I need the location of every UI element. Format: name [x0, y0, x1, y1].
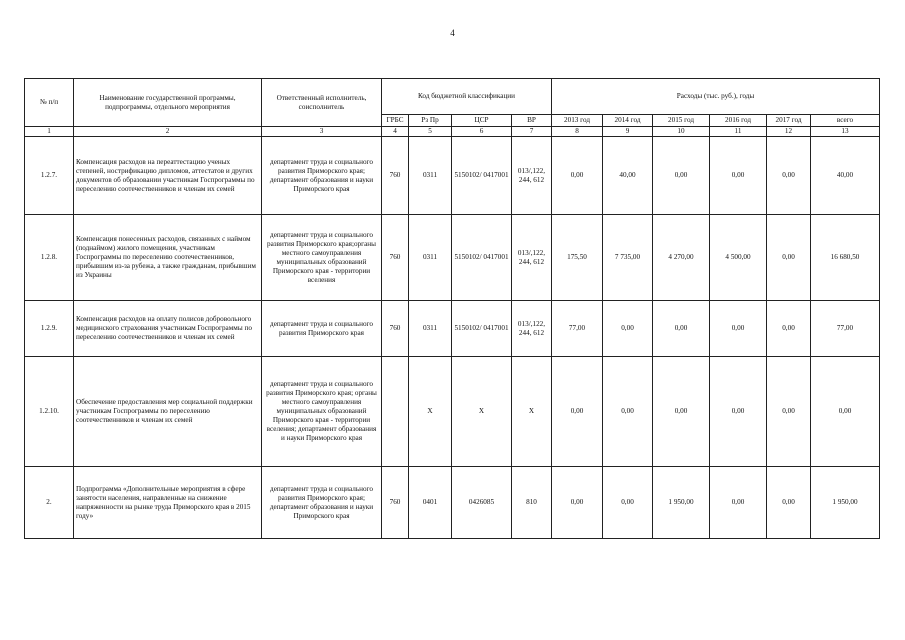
row-executor: департамент труда и социального развития Приморского края; департамент образования и науки Приморского края	[262, 137, 382, 215]
col-number: 12	[767, 127, 811, 137]
row-vr: 810	[512, 467, 552, 539]
row-csr: 0426085	[452, 467, 512, 539]
row-num: 1.2.9.	[25, 301, 74, 357]
header-2015: 2015 год	[653, 115, 710, 127]
header-2016: 2016 год	[710, 115, 767, 127]
header-budget-code: Код бюджетной классификации	[382, 79, 552, 115]
row-2014: 40,00	[603, 137, 653, 215]
header-total: всего	[811, 115, 880, 127]
row-2017: 0,00	[767, 137, 811, 215]
row-2013: 175,50	[552, 215, 603, 301]
row-2013: 0,00	[552, 467, 603, 539]
row-grbs	[382, 357, 409, 467]
row-2014: 0,00	[603, 467, 653, 539]
row-grbs: 760	[382, 137, 409, 215]
col-number: 5	[409, 127, 452, 137]
row-rzpr: Х	[409, 357, 452, 467]
header-executor: Ответственный исполнитель, соисполнитель	[262, 79, 382, 127]
header-expenses: Расходы (тыс. руб.), годы	[552, 79, 880, 115]
row-rzpr: 0311	[409, 301, 452, 357]
row-rzpr: 0401	[409, 467, 452, 539]
page-number: 4	[450, 28, 455, 38]
row-csr: Х	[452, 357, 512, 467]
header-csr: ЦСР	[452, 115, 512, 127]
col-number: 6	[452, 127, 512, 137]
row-2016: 4 500,00	[710, 215, 767, 301]
header-vr: ВР	[512, 115, 552, 127]
table-row	[25, 215, 880, 301]
row-total: 0,00	[811, 357, 880, 467]
row-executor: департамент труда и социального развития Приморского края;органы местного самоуправления муниципальных образований Приморского края - территории вселения	[262, 215, 382, 301]
row-name: Подпрограмма «Дополнительные мероприятия в сфере занятости населения, направленные на снижение напряженности на рынке труда Приморского края в 2015 году»	[74, 467, 262, 539]
row-2014: 0,00	[603, 357, 653, 467]
row-rzpr: 0311	[409, 137, 452, 215]
row-executor: департамент труда и социального развития Приморского края	[262, 301, 382, 357]
row-executor: департамент труда и социального развития Приморского края; органы местного самоуправления муниципальных образований Приморского края - территории вселения; департамент образования и науки Приморского края	[262, 357, 382, 467]
col-number: 7	[512, 127, 552, 137]
row-2013: 0,00	[552, 357, 603, 467]
table-row-subprogram	[25, 467, 880, 539]
row-2016: 0,00	[710, 467, 767, 539]
row-name: Компенсация расходов на переаттестацию ученых степеней, нострификацию дипломов, аттестатов и других документов об образовании участникам Госпрограммы по переселению соотечественников и членам их семей	[74, 137, 262, 215]
row-total: 40,00	[811, 137, 880, 215]
row-total: 16 680,50	[811, 215, 880, 301]
column-number-row	[25, 127, 880, 137]
header-name: Наименование государственной программы, подпрограммы, отдельного мероприятия	[74, 79, 262, 127]
row-num: 1.2.8.	[25, 215, 74, 301]
row-num: 1.2.7.	[25, 137, 74, 215]
row-grbs: 760	[382, 301, 409, 357]
row-executor: департамент труда и социального развития Приморского края; департамент образования и науки Приморского края	[262, 467, 382, 539]
header-grbs: ГРБС	[382, 115, 409, 127]
budget-table	[24, 78, 880, 539]
row-2014: 0,00	[603, 301, 653, 357]
row-2015: 4 270,00	[653, 215, 710, 301]
col-number: 9	[603, 127, 653, 137]
col-number: 11	[710, 127, 767, 137]
row-num: 2.	[25, 467, 74, 539]
row-csr: 5150102/ 0417001	[452, 301, 512, 357]
header-2014: 2014 год	[603, 115, 653, 127]
header-2017: 2017 год	[767, 115, 811, 127]
row-csr: 5150102/ 0417001	[452, 137, 512, 215]
row-name: Компенсация понесенных расходов, связанных с наймом (поднаймом) жилого помещения, участникам Госпрограммы по переселению соотечественников, прибывшим из-за рубежа, а также гражданам, прибывшим из Украины	[74, 215, 262, 301]
col-number: 10	[653, 127, 710, 137]
row-2017: 0,00	[767, 357, 811, 467]
col-number: 13	[811, 127, 880, 137]
row-2017: 0,00	[767, 301, 811, 357]
header-2013: 2013 год	[552, 115, 603, 127]
table-row	[25, 137, 880, 215]
row-2015: 0,00	[653, 357, 710, 467]
row-vr: Х	[512, 357, 552, 467]
row-csr: 5150102/ 0417001	[452, 215, 512, 301]
row-2016: 0,00	[710, 301, 767, 357]
row-vr: 013/,122, 244, 612	[512, 137, 552, 215]
col-number: 2	[74, 127, 262, 137]
table-row	[25, 301, 880, 357]
row-2017: 0,00	[767, 215, 811, 301]
row-rzpr: 0311	[409, 215, 452, 301]
header-rzpr: Рз Пр	[409, 115, 452, 127]
table-row	[25, 357, 880, 467]
row-num: 1.2.10.	[25, 357, 74, 467]
row-2016: 0,00	[710, 357, 767, 467]
col-number: 3	[262, 127, 382, 137]
row-2015: 0,00	[653, 137, 710, 215]
row-name: Обеспечение предоставления мер социальной поддержки участникам Госпрограммы по переселению соотечественников и членам их семей	[74, 357, 262, 467]
row-grbs: 760	[382, 467, 409, 539]
row-2014: 7 735,00	[603, 215, 653, 301]
header-num: № п/п	[25, 79, 74, 127]
row-2013: 77,00	[552, 301, 603, 357]
row-2017: 0,00	[767, 467, 811, 539]
row-name: Компенсация расходов на оплату полисов добровольного медицинского страхования участникам Госпрограммы по переселению соотечественников и членам их семей	[74, 301, 262, 357]
row-grbs: 760	[382, 215, 409, 301]
row-total: 1 950,00	[811, 467, 880, 539]
row-2015: 0,00	[653, 301, 710, 357]
row-2015: 1 950,00	[653, 467, 710, 539]
row-2013: 0,00	[552, 137, 603, 215]
row-vr: 013/,122, 244, 612	[512, 301, 552, 357]
row-2016: 0,00	[710, 137, 767, 215]
row-total: 77,00	[811, 301, 880, 357]
col-number: 4	[382, 127, 409, 137]
col-number: 8	[552, 127, 603, 137]
row-vr: 013/,122, 244, 612	[512, 215, 552, 301]
col-number: 1	[25, 127, 74, 137]
